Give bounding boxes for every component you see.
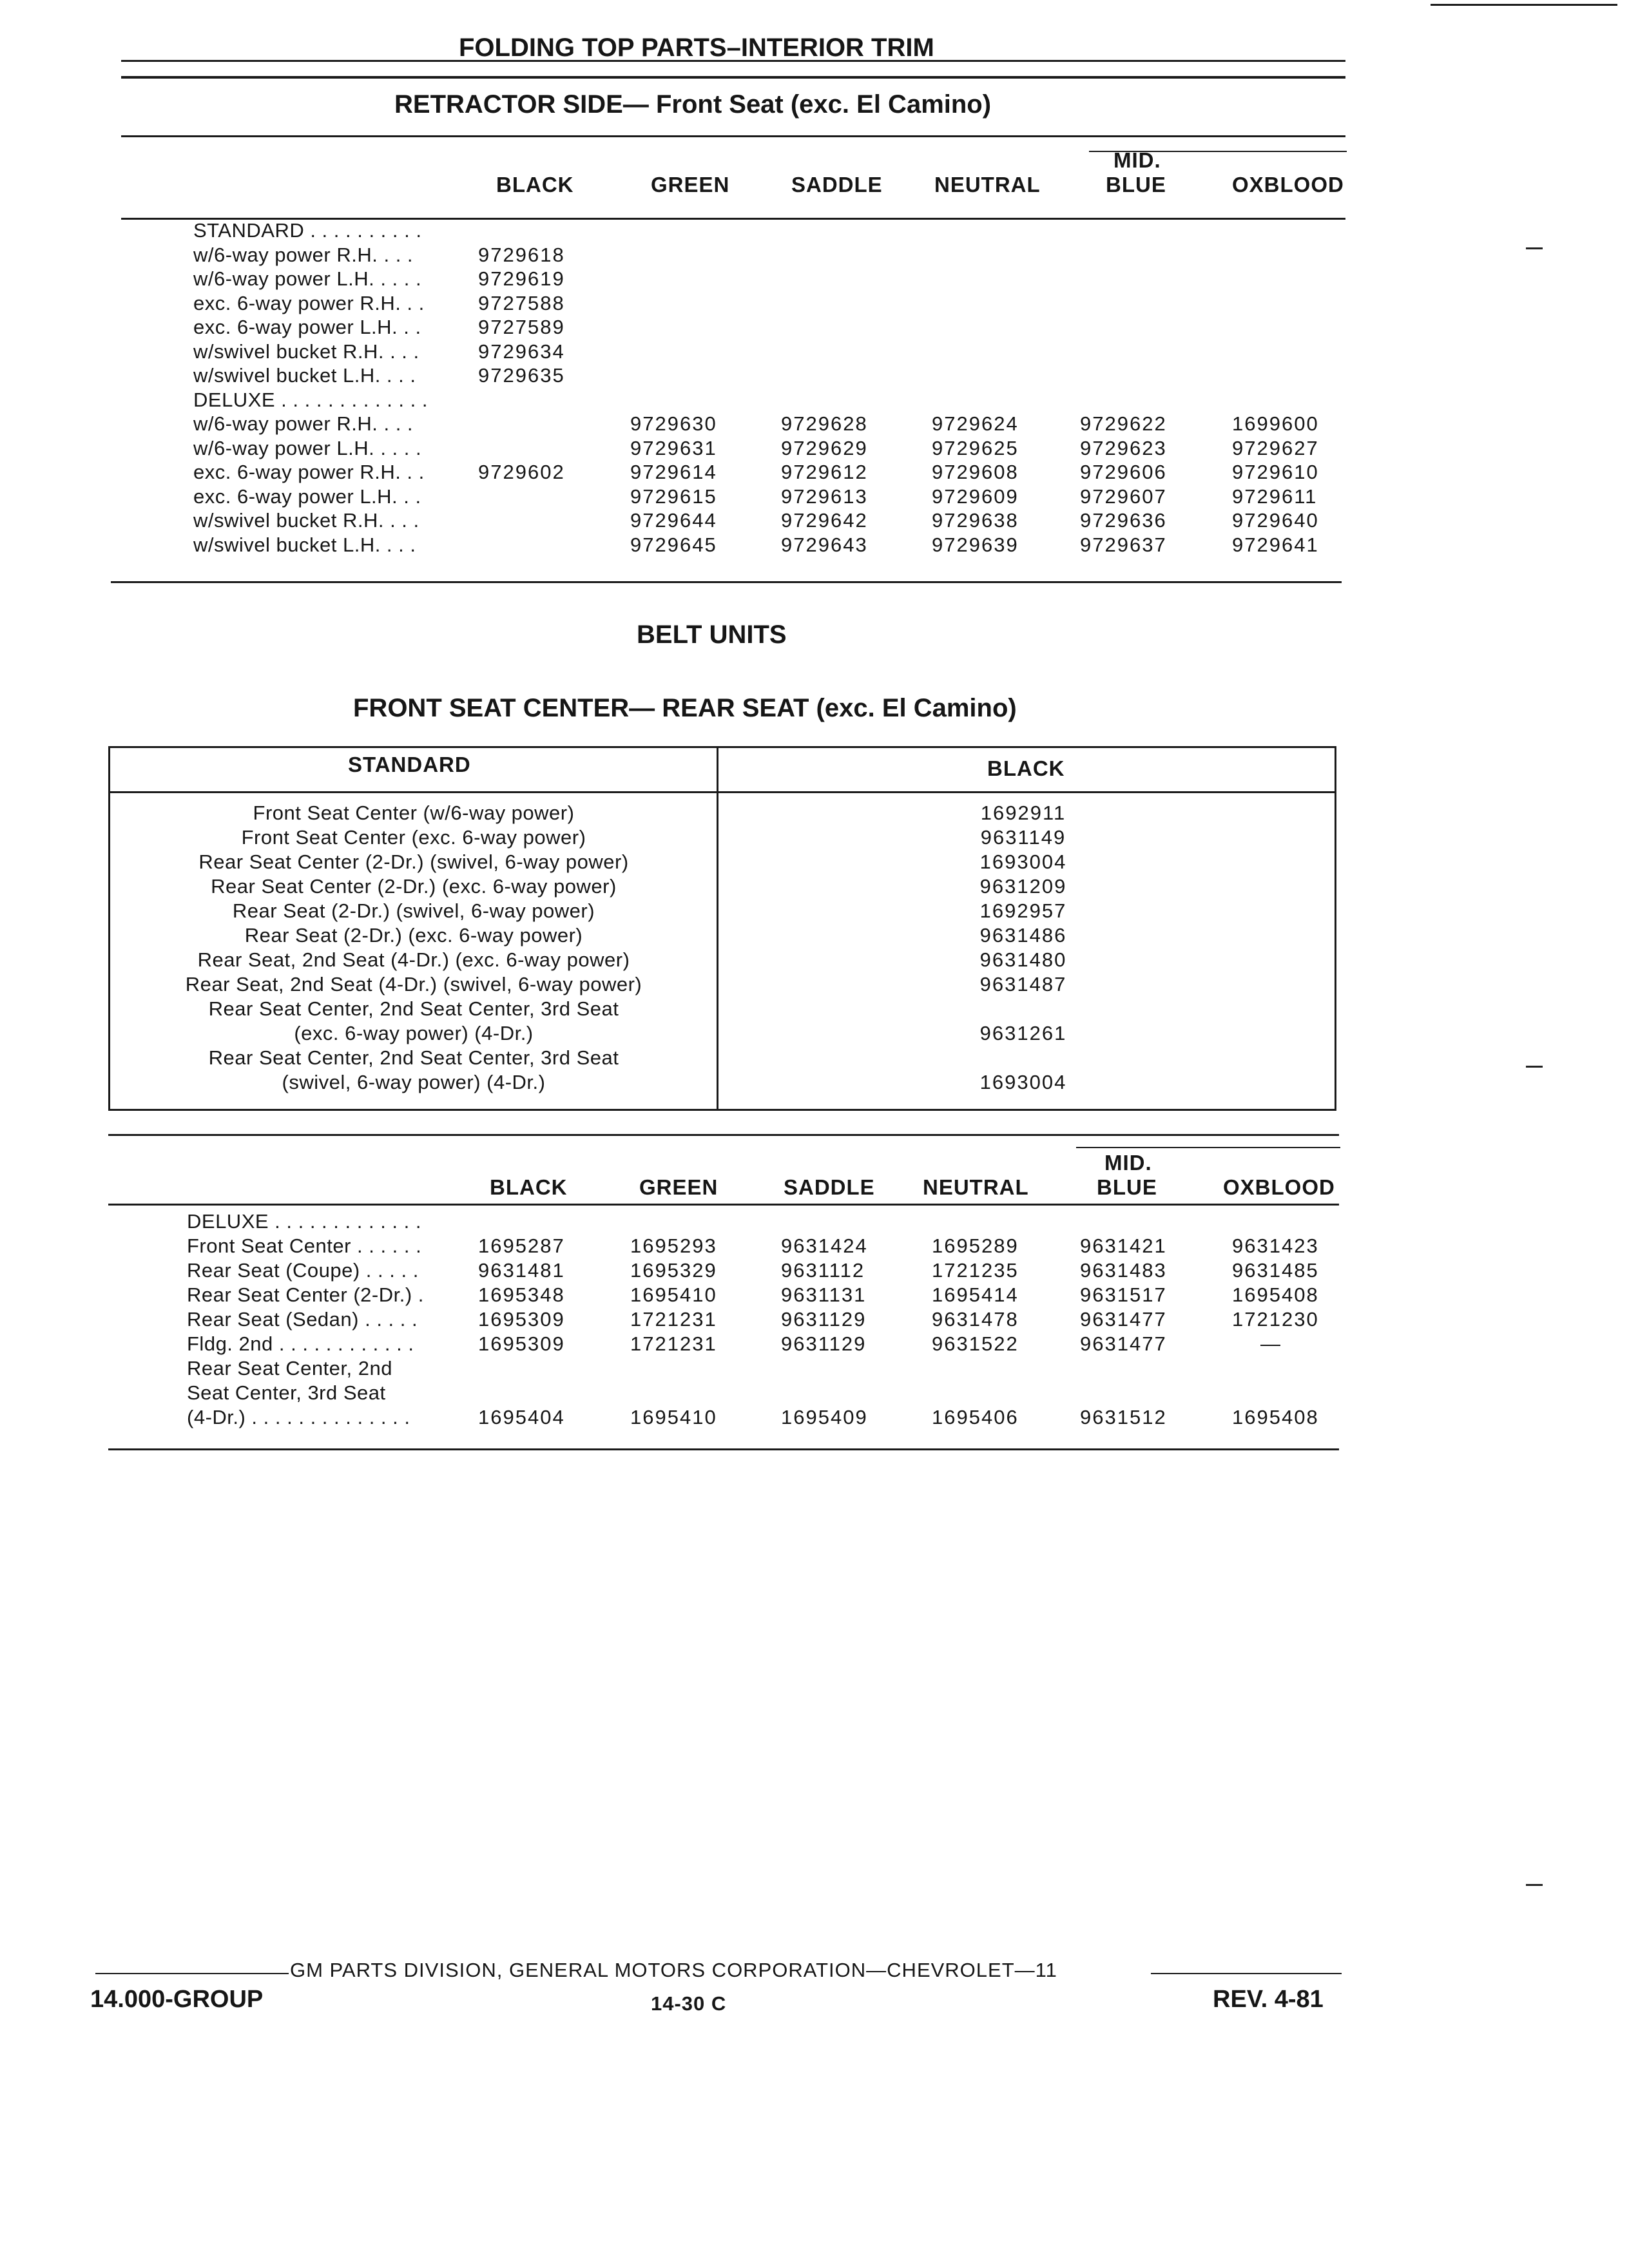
belt-part-number: 9631149: [980, 826, 1066, 849]
belt-row-label: (swivel, 6-way power) (4-Dr.): [282, 1071, 546, 1093]
belt-row-label: Rear Seat, 2nd Seat (4-Dr.) (swivel, 6-way power): [185, 973, 642, 995]
row-label: w/swivel bucket L.H. . . .: [193, 364, 416, 387]
part-number: 1695404: [478, 1406, 565, 1428]
belt-row-label: Rear Seat Center (2-Dr.) (exc. 6-way power): [211, 875, 617, 898]
row-label: STANDARD . . . . . . . . . .: [193, 219, 422, 242]
part-number: 1721235: [932, 1259, 1019, 1282]
column-header: BLUE: [1106, 173, 1166, 197]
part-number: 9631424: [781, 1235, 868, 1257]
part-number: 9729625: [932, 436, 1019, 459]
table-row: [0, 461, 1629, 485]
belt-row-label: Front Seat Center (w/6-way power): [253, 802, 575, 824]
title-underline: [121, 76, 1345, 79]
table-row: [0, 244, 1629, 268]
table-row: [0, 1381, 1629, 1406]
belt-row-label: Front Seat Center (exc. 6-way power): [241, 826, 586, 849]
column-header: GREEN: [651, 173, 730, 197]
belt-row-label: Rear Seat (2-Dr.) (swivel, 6-way power): [232, 899, 595, 922]
row-label: Fldg. 2nd . . . . . . . . . . . .: [187, 1332, 414, 1355]
page-title: FOLDING TOP PARTS–INTERIOR TRIM: [459, 34, 934, 62]
part-number: 9729624: [932, 412, 1019, 435]
belt-title: FRONT SEAT CENTER— REAR SEAT (exc. El Camino): [353, 694, 1017, 722]
part-number: 1695408: [1232, 1406, 1319, 1428]
row-label: exc. 6-way power L.H. . .: [193, 485, 421, 508]
footer-division: GM PARTS DIVISION, GENERAL MOTORS CORPORATION—CHEVROLET—11: [290, 1959, 1057, 1981]
part-number: 9729642: [781, 509, 868, 532]
part-number: 1695408: [1232, 1283, 1319, 1306]
part-number: 1695409: [781, 1406, 868, 1428]
table-row: [0, 219, 1629, 244]
footer-rule-right: [1151, 1973, 1342, 1974]
table-row: [0, 292, 1629, 316]
deluxe-header-sub-rule: [1076, 1147, 1340, 1148]
belt-part-number: 1693004: [979, 850, 1067, 873]
part-number: 9631131: [781, 1283, 867, 1306]
part-number: 1695309: [478, 1308, 565, 1331]
belt-part-number: 9631480: [979, 948, 1067, 971]
part-number: 9631129: [781, 1332, 867, 1355]
table-row: [0, 1406, 1629, 1430]
row-label: w/6-way power L.H. . . . .: [193, 436, 422, 459]
belt-heading: BELT UNITS: [637, 620, 787, 649]
footer-group: 14.000-GROUP: [90, 1986, 264, 2013]
column-header: BLACK: [496, 173, 574, 197]
row-label: w/6-way power R.H. . . .: [193, 243, 414, 266]
part-number: 9729636: [1080, 509, 1167, 532]
part-number: 1695329: [630, 1259, 717, 1282]
column-header: NEUTRAL: [923, 1175, 1029, 1199]
part-number: 9729602: [478, 461, 565, 483]
part-number: 1695293: [630, 1235, 717, 1257]
row-label: w/swivel bucket L.H. . . .: [193, 533, 416, 556]
part-number: 9729611: [1232, 485, 1318, 508]
belt-row-label: Rear Seat Center (2-Dr.) (swivel, 6-way power): [198, 850, 629, 873]
part-number: 9729628: [781, 412, 868, 435]
part-number: 9729645: [630, 533, 717, 556]
belt-part-number: 9631261: [979, 1022, 1067, 1044]
part-number: 9729623: [1080, 436, 1167, 459]
part-number: 1721231: [630, 1332, 717, 1355]
part-number: 9729610: [1232, 461, 1319, 483]
part-number: 9729639: [932, 533, 1019, 556]
part-number: 9729613: [781, 485, 868, 508]
retractor-header-top-rule: [121, 135, 1345, 137]
retractor-title: RETRACTOR SIDE— Front Seat (exc. El Camino): [394, 90, 992, 119]
part-number: 9631485: [1232, 1259, 1319, 1282]
row-label: exc. 6-way power L.H. . .: [193, 316, 421, 338]
part-number: 9729608: [932, 461, 1019, 483]
part-number: 9729634: [478, 340, 565, 363]
part-number: 9729640: [1232, 509, 1319, 532]
part-number: 9631512: [1080, 1406, 1167, 1428]
part-number: —: [1260, 1332, 1282, 1355]
row-label: DELUXE . . . . . . . . . . . . .: [193, 388, 428, 411]
column-header: NEUTRAL: [934, 173, 1041, 197]
part-number: 9631421: [1080, 1235, 1167, 1257]
part-number: 9631423: [1232, 1235, 1319, 1257]
part-number: 9727588: [478, 291, 565, 314]
part-number: 9729612: [781, 461, 868, 483]
table-row: [0, 267, 1629, 292]
part-number: 9729630: [630, 412, 717, 435]
column-header: OXBLOOD: [1223, 1175, 1335, 1199]
belt-part-number: 9631209: [979, 875, 1067, 898]
row-label: Seat Center, 3rd Seat: [187, 1381, 386, 1404]
footer-revision: REV. 4-81: [1213, 1986, 1324, 2013]
deluxe-header-bottom-rule: [108, 1204, 1339, 1206]
margin-tick: [1526, 1066, 1543, 1068]
row-label: Rear Seat (Coupe) . . . . .: [187, 1259, 419, 1282]
belt-header-standard: STANDARD: [348, 753, 471, 776]
part-number: 1695289: [932, 1235, 1019, 1257]
part-number: 9631522: [932, 1332, 1019, 1355]
part-number: 9727589: [478, 316, 565, 338]
table-row: [0, 412, 1629, 437]
part-number: 9729622: [1080, 412, 1167, 435]
table-row: [0, 437, 1629, 461]
column-header: SADDLE: [784, 1175, 875, 1199]
row-label: w/swivel bucket R.H. . . .: [193, 509, 419, 532]
part-number: 9729627: [1232, 436, 1319, 459]
belt-part-number: 9631487: [979, 973, 1067, 995]
table-row: [0, 1332, 1629, 1357]
part-number: 1695348: [478, 1283, 565, 1306]
table-row: [0, 533, 1629, 558]
row-label: Rear Seat (Sedan) . . . . .: [187, 1308, 418, 1331]
part-number: 1695309: [478, 1332, 565, 1355]
part-number: 9729614: [630, 461, 717, 483]
part-number: 9631517: [1080, 1283, 1167, 1306]
row-label: exc. 6-way power R.H. . .: [193, 291, 425, 314]
column-header: BLACK: [490, 1175, 568, 1199]
table-row: [0, 316, 1629, 340]
belt-row-label: Rear Seat (2-Dr.) (exc. 6-way power): [244, 924, 583, 947]
part-number: 9729615: [630, 485, 717, 508]
belt-column-divider: [717, 746, 718, 1111]
part-number: 9729638: [932, 509, 1019, 532]
row-label: Rear Seat Center, 2nd: [187, 1357, 392, 1379]
footer-rule-left: [95, 1973, 289, 1974]
part-number: 9729606: [1080, 461, 1167, 483]
column-header: SADDLE: [791, 173, 883, 197]
retractor-bottom-rule: [111, 581, 1342, 583]
table-row: [0, 1283, 1629, 1308]
corner-mark: [1431, 4, 1617, 6]
row-label: w/6-way power R.H. . . .: [193, 412, 414, 435]
part-number: 9729619: [478, 267, 565, 290]
part-number: 9729644: [630, 509, 717, 532]
part-number: 9631477: [1080, 1332, 1167, 1355]
part-number: 1695406: [932, 1406, 1019, 1428]
part-number: 9729635: [478, 364, 565, 387]
table-row: [0, 1210, 1629, 1235]
column-header-line: MID.: [1113, 148, 1161, 172]
table-row: [0, 340, 1629, 365]
belt-header-rule: [108, 791, 1336, 793]
part-number: 9631478: [932, 1308, 1019, 1331]
belt-part-number: 1692957: [979, 899, 1067, 922]
part-number: 9631112: [781, 1259, 865, 1282]
deluxe-bottom-rule: [108, 1448, 1339, 1450]
row-label: w/swivel bucket R.H. . . .: [193, 340, 419, 363]
part-number: 1699600: [1232, 412, 1319, 435]
table-row: [0, 1259, 1629, 1283]
margin-tick: [1526, 247, 1543, 249]
belt-part-number: 1692911: [980, 802, 1066, 824]
row-label: Rear Seat Center (2-Dr.) .: [187, 1283, 424, 1306]
belt-part-number: 1693004: [979, 1071, 1067, 1093]
part-number: 9729629: [781, 436, 868, 459]
column-header: OXBLOOD: [1232, 173, 1344, 197]
belt-row-label: Rear Seat, 2nd Seat (4-Dr.) (exc. 6-way power): [197, 948, 630, 971]
part-number: 9631477: [1080, 1308, 1167, 1331]
part-number: 1721230: [1232, 1308, 1319, 1331]
part-number: 9631483: [1080, 1259, 1167, 1282]
part-number: 9729641: [1232, 533, 1319, 556]
part-number: 1721231: [630, 1308, 717, 1331]
part-number: 9631481: [478, 1259, 565, 1282]
row-label: Front Seat Center . . . . . .: [187, 1235, 422, 1257]
row-label: w/6-way power L.H. . . . .: [193, 267, 422, 290]
deluxe-header-top-rule: [108, 1134, 1339, 1136]
belt-part-number: 9631486: [979, 924, 1067, 947]
column-header: BLUE: [1097, 1175, 1157, 1199]
part-number: 1695410: [630, 1283, 717, 1306]
row-label: DELUXE . . . . . . . . . . . . .: [187, 1210, 421, 1233]
column-header: GREEN: [639, 1175, 718, 1199]
belt-row-label: (exc. 6-way power) (4-Dr.): [294, 1022, 534, 1044]
part-number: 9631129: [781, 1308, 867, 1331]
table-row: [0, 509, 1629, 533]
belt-row-label: Rear Seat Center, 2nd Seat Center, 3rd Seat: [208, 1046, 619, 1069]
row-label: exc. 6-way power R.H. . .: [193, 461, 425, 483]
table-row: [0, 1235, 1629, 1259]
margin-tick: [1526, 1884, 1543, 1886]
part-number: 9729631: [630, 436, 717, 459]
footer-page-code: 14-30 C: [651, 1992, 727, 2015]
part-number: 1695287: [478, 1235, 565, 1257]
table-row: [0, 389, 1629, 413]
part-number: 9729609: [932, 485, 1019, 508]
table-row: [0, 1357, 1629, 1381]
part-number: 9729637: [1080, 533, 1167, 556]
belt-row-label: Rear Seat Center, 2nd Seat Center, 3rd Seat: [208, 997, 619, 1020]
table-row: [0, 364, 1629, 389]
belt-header-black: BLACK: [987, 756, 1065, 780]
row-label: (4-Dr.) . . . . . . . . . . . . . .: [187, 1406, 410, 1428]
table-row: [0, 485, 1629, 510]
table-row: [0, 1308, 1629, 1332]
part-number: 9729643: [781, 533, 868, 556]
part-number: 1695410: [630, 1406, 717, 1428]
part-number: 9729618: [478, 243, 565, 266]
part-number: 9729607: [1080, 485, 1167, 508]
part-number: 1695414: [932, 1283, 1019, 1306]
column-header-line: MID.: [1104, 1151, 1152, 1175]
